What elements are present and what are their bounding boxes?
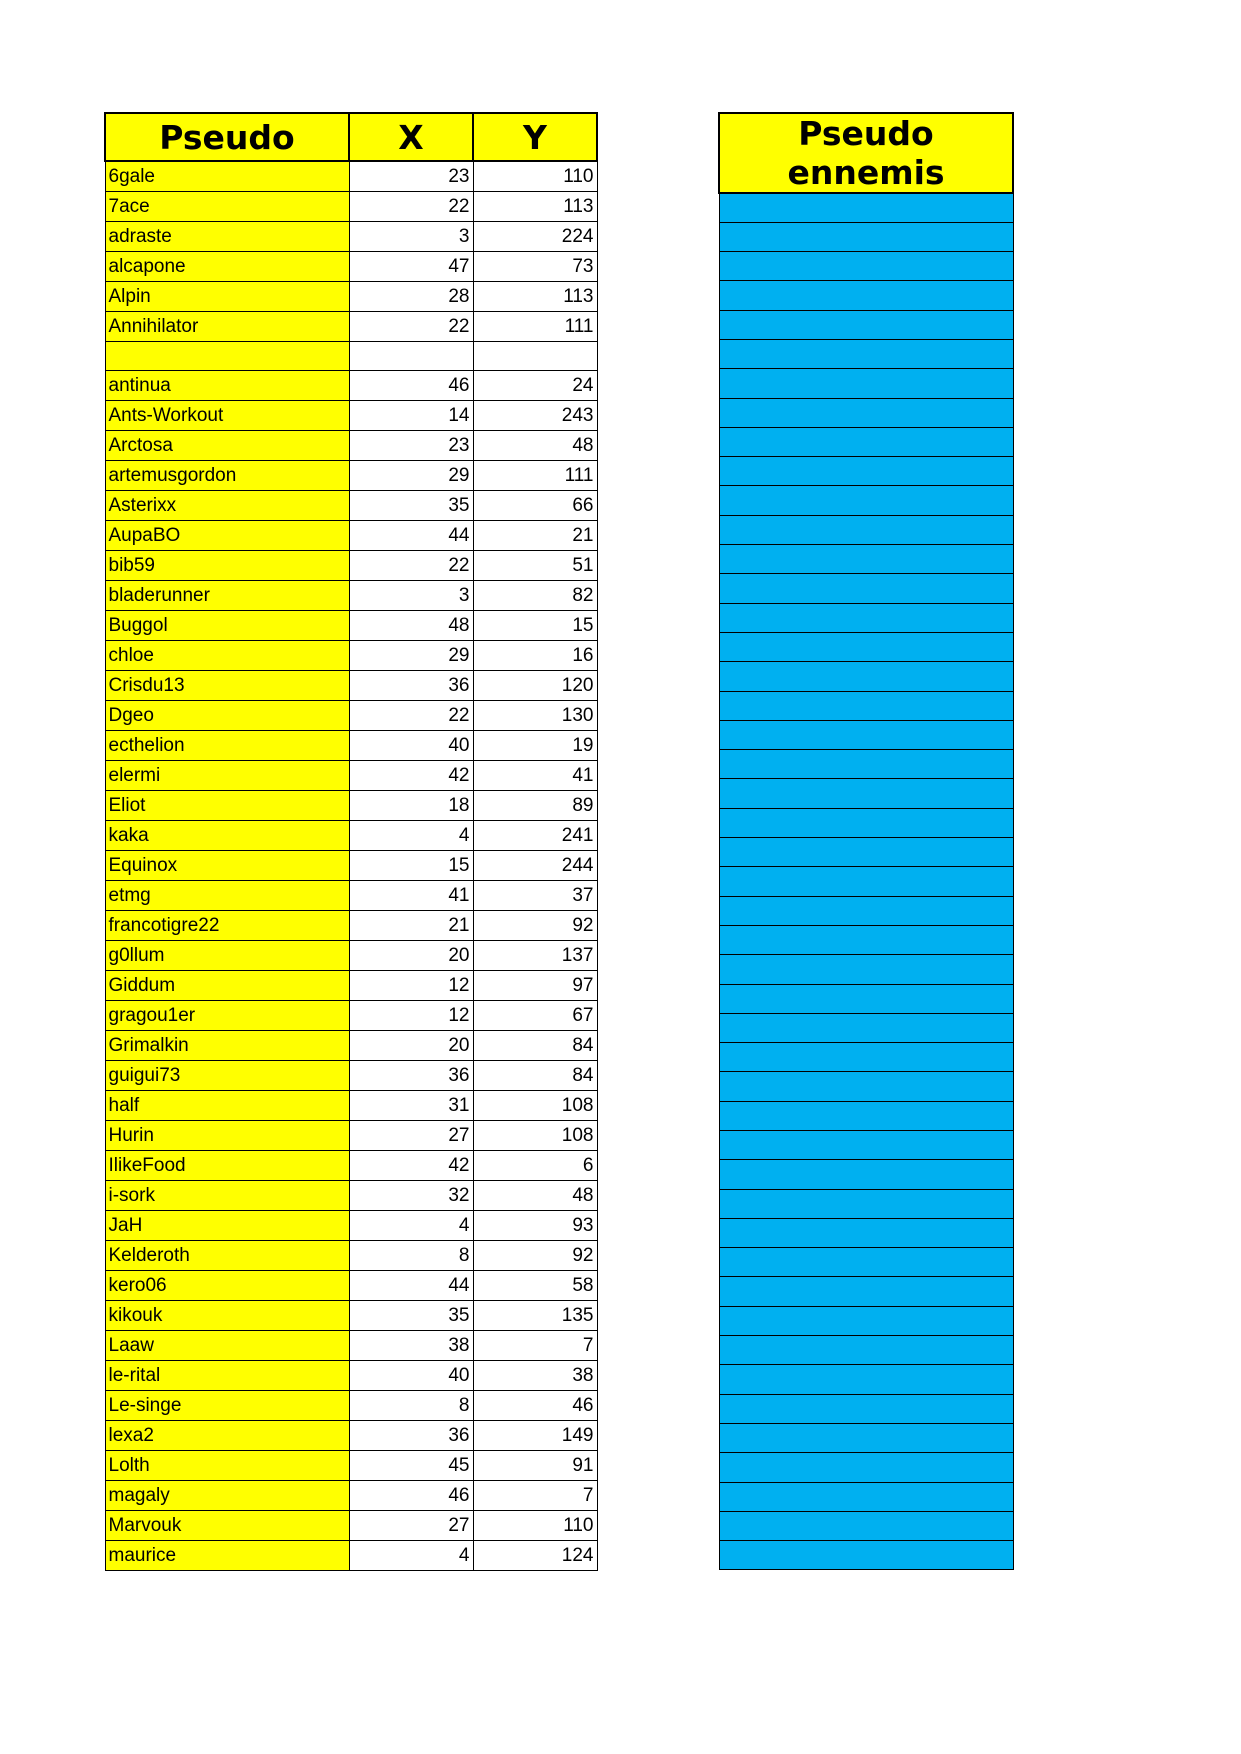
table-row [105, 1151, 597, 1181]
cell-pseudo[interactable]: Le-singe [105, 1391, 349, 1421]
cell-pseudo[interactable]: Eliot [105, 791, 349, 821]
cell-enemy-pseudo[interactable] [719, 1482, 1013, 1511]
enemy-row [719, 1453, 1013, 1482]
table-row [105, 881, 597, 911]
cell-pseudo[interactable]: Annihilator [105, 312, 349, 342]
cell-pseudo[interactable]: magaly [105, 1481, 349, 1511]
enemy-row [719, 1423, 1013, 1452]
cell-x[interactable]: 3 [349, 222, 473, 252]
cell-pseudo[interactable]: g0llum [105, 941, 349, 971]
cell-y[interactable]: 149 [473, 1421, 597, 1451]
cell-pseudo[interactable]: Ants-Workout [105, 401, 349, 431]
table-row [105, 851, 597, 881]
enemy-row [719, 1160, 1013, 1189]
enemy-row [719, 1336, 1013, 1365]
enemy-row [719, 955, 1013, 984]
cell-enemy-pseudo[interactable] [719, 1218, 1013, 1247]
enemy-row [719, 1365, 1013, 1394]
table-row [105, 911, 597, 941]
cell-y[interactable]: 130 [473, 701, 597, 731]
cell-enemy-pseudo[interactable] [719, 955, 1013, 984]
cell-y[interactable]: 21 [473, 521, 597, 551]
cell-x[interactable]: 40 [349, 731, 473, 761]
cell-x[interactable]: 23 [349, 431, 473, 461]
table-row [105, 1241, 597, 1271]
table-row [105, 252, 597, 282]
cell-pseudo[interactable]: Crisdu13 [105, 671, 349, 701]
cell-enemy-pseudo[interactable] [719, 1013, 1013, 1042]
cell-enemy-pseudo[interactable] [719, 632, 1013, 661]
table-row [105, 1511, 597, 1541]
table-row [105, 1001, 597, 1031]
cell-x[interactable]: 8 [349, 1391, 473, 1421]
cell-enemy-pseudo[interactable] [719, 925, 1013, 954]
table-row [105, 641, 597, 671]
enemy-row [719, 427, 1013, 456]
enemy-row [719, 662, 1013, 691]
cell-y[interactable]: 7 [473, 1331, 597, 1361]
enemy-row [719, 574, 1013, 603]
cell-pseudo[interactable]: 6gale [105, 161, 349, 192]
cell-enemy-pseudo[interactable] [719, 808, 1013, 837]
cell-pseudo[interactable]: Alpin [105, 282, 349, 312]
cell-x[interactable]: 40 [349, 1361, 473, 1391]
enemy-row [719, 1511, 1013, 1540]
cell-pseudo[interactable]: Equinox [105, 851, 349, 881]
cell-pseudo[interactable]: lexa2 [105, 1421, 349, 1451]
cell-enemy-pseudo[interactable] [719, 1511, 1013, 1540]
table-row [105, 521, 597, 551]
cell-y[interactable]: 89 [473, 791, 597, 821]
cell-x[interactable]: 29 [349, 641, 473, 671]
enemy-row [719, 838, 1013, 867]
cell-enemy-pseudo[interactable] [719, 720, 1013, 749]
cell-pseudo[interactable]: guigui73 [105, 1061, 349, 1091]
enemy-row [719, 632, 1013, 661]
table-row [105, 701, 597, 731]
cell-x[interactable]: 44 [349, 1271, 473, 1301]
cell-pseudo[interactable]: maurice [105, 1541, 349, 1571]
enemy-row [719, 339, 1013, 368]
cell-y[interactable]: 84 [473, 1031, 597, 1061]
cell-pseudo[interactable]: Giddum [105, 971, 349, 1001]
cell-y[interactable]: 46 [473, 1391, 597, 1421]
enemy-row [719, 1218, 1013, 1247]
cell-x[interactable]: 14 [349, 401, 473, 431]
enemy-row [719, 1101, 1013, 1130]
cell-pseudo[interactable]: AupaBO [105, 521, 349, 551]
cell-pseudo[interactable]: gragou1er [105, 1001, 349, 1031]
cell-y[interactable]: 124 [473, 1541, 597, 1571]
cell-x[interactable]: 12 [349, 971, 473, 1001]
table-row [105, 1031, 597, 1061]
enemy-row [719, 545, 1013, 574]
enemy-row [719, 1189, 1013, 1218]
table-row [105, 791, 597, 821]
cell-pseudo[interactable]: bladerunner [105, 581, 349, 611]
cell-y[interactable]: 15 [473, 611, 597, 641]
cell-x[interactable]: 4 [349, 1211, 473, 1241]
cell-pseudo[interactable]: kikouk [105, 1301, 349, 1331]
cell-x[interactable]: 36 [349, 671, 473, 701]
enemy-row [719, 925, 1013, 954]
table-row [105, 312, 597, 342]
cell-y[interactable]: 92 [473, 911, 597, 941]
table-row [105, 371, 597, 401]
cell-pseudo[interactable]: ecthelion [105, 731, 349, 761]
cell-enemy-pseudo[interactable] [719, 1043, 1013, 1072]
enemy-row [719, 1394, 1013, 1423]
cell-y[interactable]: 108 [473, 1121, 597, 1151]
cell-x[interactable]: 31 [349, 1091, 473, 1121]
cell-y[interactable]: 84 [473, 1061, 597, 1091]
cell-x[interactable]: 22 [349, 701, 473, 731]
cell-enemy-pseudo[interactable] [719, 603, 1013, 632]
cell-enemy-pseudo[interactable] [719, 750, 1013, 779]
cell-x[interactable]: 3 [349, 581, 473, 611]
table-row [105, 1361, 597, 1391]
enemy-row [719, 808, 1013, 837]
cell-enemy-pseudo[interactable] [719, 398, 1013, 427]
cell-y[interactable]: 24 [473, 371, 597, 401]
cell-enemy-pseudo[interactable] [719, 1306, 1013, 1335]
cell-y[interactable] [473, 342, 597, 371]
enemy-row [719, 252, 1013, 281]
table-row [105, 1331, 597, 1361]
enemy-row [719, 1072, 1013, 1101]
cell-y[interactable]: 135 [473, 1301, 597, 1331]
cell-y[interactable]: 244 [473, 851, 597, 881]
cell-y[interactable]: 48 [473, 1181, 597, 1211]
cell-y[interactable]: 241 [473, 821, 597, 851]
enemy-row [719, 281, 1013, 310]
enemy-row [719, 750, 1013, 779]
cell-y[interactable]: 120 [473, 671, 597, 701]
enemy-row [719, 896, 1013, 925]
table-row [105, 401, 597, 431]
cell-pseudo[interactable] [105, 342, 349, 371]
cell-pseudo[interactable]: artemusgordon [105, 461, 349, 491]
table-row [105, 1481, 597, 1511]
cell-x[interactable]: 41 [349, 881, 473, 911]
cell-pseudo[interactable]: Asterixx [105, 491, 349, 521]
cell-enemy-pseudo[interactable] [719, 896, 1013, 925]
enemy-row [719, 867, 1013, 896]
cell-y[interactable]: 16 [473, 641, 597, 671]
cell-enemy-pseudo[interactable] [719, 369, 1013, 398]
cell-y[interactable]: 67 [473, 1001, 597, 1031]
cell-y[interactable]: 48 [473, 431, 597, 461]
cell-y[interactable]: 66 [473, 491, 597, 521]
cell-x[interactable]: 35 [349, 491, 473, 521]
cell-x[interactable]: 44 [349, 521, 473, 551]
enemy-row [719, 369, 1013, 398]
table-row [105, 731, 597, 761]
cell-x[interactable]: 42 [349, 761, 473, 791]
cell-y[interactable]: 111 [473, 312, 597, 342]
enemy-row [719, 1248, 1013, 1277]
header-x[interactable]: X [349, 113, 473, 161]
cell-x[interactable]: 47 [349, 252, 473, 282]
cell-pseudo[interactable]: antinua [105, 371, 349, 401]
cell-pseudo[interactable]: JaH [105, 1211, 349, 1241]
cell-enemy-pseudo[interactable] [719, 691, 1013, 720]
enemy-row [719, 1277, 1013, 1306]
cell-y[interactable]: 113 [473, 282, 597, 312]
cell-enemy-pseudo[interactable] [719, 1189, 1013, 1218]
header-y[interactable]: Y [473, 113, 597, 161]
cell-enemy-pseudo[interactable] [719, 1101, 1013, 1130]
cell-x[interactable]: 12 [349, 1001, 473, 1031]
table-row [105, 581, 597, 611]
cell-y[interactable]: 7 [473, 1481, 597, 1511]
cell-x[interactable]: 22 [349, 312, 473, 342]
cell-y[interactable]: 58 [473, 1271, 597, 1301]
cell-pseudo[interactable]: Marvouk [105, 1511, 349, 1541]
enemy-header-row [719, 113, 1013, 193]
cell-enemy-pseudo[interactable] [719, 339, 1013, 368]
table-row [105, 971, 597, 1001]
cell-y[interactable]: 110 [473, 1511, 597, 1541]
cell-enemy-pseudo[interactable] [719, 486, 1013, 515]
cell-x[interactable]: 22 [349, 551, 473, 581]
cell-y[interactable]: 111 [473, 461, 597, 491]
table-row [105, 161, 597, 192]
enemy-row [719, 486, 1013, 515]
header-pseudo-ennemis[interactable]: Pseudo ennemis [719, 113, 1013, 193]
cell-x[interactable]: 23 [349, 161, 473, 192]
cell-enemy-pseudo[interactable] [719, 1160, 1013, 1189]
enemy-row [719, 1541, 1013, 1570]
cell-enemy-pseudo[interactable] [719, 1394, 1013, 1423]
cell-x[interactable]: 46 [349, 1481, 473, 1511]
cell-x[interactable]: 46 [349, 371, 473, 401]
cell-x[interactable]: 21 [349, 911, 473, 941]
cell-enemy-pseudo[interactable] [719, 1453, 1013, 1482]
cell-y[interactable]: 41 [473, 761, 597, 791]
table-row [105, 941, 597, 971]
table-row [105, 431, 597, 461]
cell-enemy-pseudo[interactable] [719, 310, 1013, 339]
enemy-row [719, 779, 1013, 808]
cell-x[interactable]: 36 [349, 1421, 473, 1451]
cell-y[interactable]: 243 [473, 401, 597, 431]
table-row [105, 461, 597, 491]
cell-enemy-pseudo[interactable] [719, 867, 1013, 896]
cell-x[interactable]: 18 [349, 791, 473, 821]
cell-x[interactable]: 45 [349, 1451, 473, 1481]
cell-pseudo[interactable]: Kelderoth [105, 1241, 349, 1271]
cell-y[interactable]: 137 [473, 941, 597, 971]
cell-pseudo[interactable]: half [105, 1091, 349, 1121]
cell-pseudo[interactable]: kaka [105, 821, 349, 851]
cell-pseudo[interactable]: etmg [105, 881, 349, 911]
cell-x[interactable]: 35 [349, 1301, 473, 1331]
cell-enemy-pseudo[interactable] [719, 427, 1013, 456]
cell-x[interactable]: 27 [349, 1121, 473, 1151]
enemy-row [719, 1482, 1013, 1511]
enemy-row [719, 720, 1013, 749]
cell-enemy-pseudo[interactable] [719, 1336, 1013, 1365]
cell-pseudo[interactable]: IlikeFood [105, 1151, 349, 1181]
cell-enemy-pseudo[interactable] [719, 779, 1013, 808]
cell-pseudo[interactable]: Lolth [105, 1451, 349, 1481]
cell-x[interactable]: 20 [349, 941, 473, 971]
cell-enemy-pseudo[interactable] [719, 457, 1013, 486]
table-row [105, 1091, 597, 1121]
cell-y[interactable]: 38 [473, 1361, 597, 1391]
cell-y[interactable]: 73 [473, 252, 597, 282]
table-row [105, 821, 597, 851]
enemy-row [719, 1013, 1013, 1042]
table-row [105, 282, 597, 312]
cell-x[interactable]: 22 [349, 192, 473, 222]
enemy-row [719, 984, 1013, 1013]
cell-enemy-pseudo[interactable] [719, 1248, 1013, 1277]
cell-y[interactable]: 19 [473, 731, 597, 761]
cell-x[interactable] [349, 342, 473, 371]
cell-enemy-pseudo[interactable] [719, 1072, 1013, 1101]
cell-y[interactable]: 110 [473, 161, 597, 192]
table-row [105, 1301, 597, 1331]
cell-enemy-pseudo[interactable] [719, 574, 1013, 603]
cell-y[interactable]: 224 [473, 222, 597, 252]
cell-enemy-pseudo[interactable] [719, 1277, 1013, 1306]
cell-x[interactable]: 4 [349, 821, 473, 851]
cell-x[interactable]: 48 [349, 611, 473, 641]
cell-x[interactable]: 32 [349, 1181, 473, 1211]
header-pseudo[interactable]: Pseudo [105, 113, 349, 161]
cell-y[interactable]: 92 [473, 1241, 597, 1271]
enemy-row [719, 691, 1013, 720]
cell-enemy-pseudo[interactable] [719, 252, 1013, 281]
cell-pseudo[interactable]: kero06 [105, 1271, 349, 1301]
enemy-row [719, 457, 1013, 486]
enemy-row [719, 310, 1013, 339]
table-row [105, 1391, 597, 1421]
table-row [105, 1121, 597, 1151]
cell-y[interactable]: 93 [473, 1211, 597, 1241]
cell-enemy-pseudo[interactable] [719, 1423, 1013, 1452]
cell-x[interactable]: 36 [349, 1061, 473, 1091]
cell-pseudo[interactable]: Laaw [105, 1331, 349, 1361]
cell-y[interactable]: 51 [473, 551, 597, 581]
cell-y[interactable]: 6 [473, 1151, 597, 1181]
cell-pseudo[interactable]: bib59 [105, 551, 349, 581]
cell-pseudo[interactable]: elermi [105, 761, 349, 791]
cell-enemy-pseudo[interactable] [719, 662, 1013, 691]
cell-pseudo[interactable]: Buggol [105, 611, 349, 641]
cell-x[interactable]: 20 [349, 1031, 473, 1061]
table-row [105, 222, 597, 252]
table-row [105, 1541, 597, 1571]
cell-pseudo[interactable]: chloe [105, 641, 349, 671]
cell-pseudo[interactable]: alcapone [105, 252, 349, 282]
cell-x[interactable]: 42 [349, 1151, 473, 1181]
cell-x[interactable]: 4 [349, 1541, 473, 1571]
cell-x[interactable]: 28 [349, 282, 473, 312]
table-row [105, 551, 597, 581]
table-row [105, 342, 597, 371]
cell-pseudo[interactable]: Dgeo [105, 701, 349, 731]
enemy-row [719, 193, 1013, 222]
header-row [105, 113, 597, 161]
cell-pseudo[interactable]: i-sork [105, 1181, 349, 1211]
cell-y[interactable]: 37 [473, 881, 597, 911]
cell-pseudo[interactable]: Hurin [105, 1121, 349, 1151]
cell-y[interactable]: 113 [473, 192, 597, 222]
table-row [105, 192, 597, 222]
table-row [105, 1451, 597, 1481]
cell-y[interactable]: 108 [473, 1091, 597, 1121]
enemy-row [719, 603, 1013, 632]
enemy-row [719, 1043, 1013, 1072]
enemy-row [719, 515, 1013, 544]
table-row [105, 1181, 597, 1211]
cell-y[interactable]: 82 [473, 581, 597, 611]
table-row [105, 1211, 597, 1241]
cell-pseudo[interactable]: 7ace [105, 192, 349, 222]
table-row [105, 1421, 597, 1451]
table-row [105, 671, 597, 701]
cell-pseudo[interactable]: le-rital [105, 1361, 349, 1391]
table-row [105, 761, 597, 791]
player-coordinates-table [104, 112, 598, 1571]
cell-enemy-pseudo[interactable] [719, 193, 1013, 222]
cell-y[interactable]: 91 [473, 1451, 597, 1481]
cell-x[interactable]: 27 [349, 1511, 473, 1541]
cell-x[interactable]: 38 [349, 1331, 473, 1361]
enemy-row [719, 398, 1013, 427]
cell-pseudo[interactable]: Grimalkin [105, 1031, 349, 1061]
enemy-row [719, 222, 1013, 251]
cell-enemy-pseudo[interactable] [719, 1131, 1013, 1160]
cell-enemy-pseudo[interactable] [719, 984, 1013, 1013]
cell-enemy-pseudo[interactable] [719, 838, 1013, 867]
cell-pseudo[interactable]: adraste [105, 222, 349, 252]
cell-enemy-pseudo[interactable] [719, 1541, 1013, 1570]
cell-x[interactable]: 15 [349, 851, 473, 881]
table-row [105, 491, 597, 521]
enemy-pseudo-table [718, 112, 1014, 1570]
cell-enemy-pseudo[interactable] [719, 515, 1013, 544]
enemy-row [719, 1306, 1013, 1335]
cell-y[interactable]: 97 [473, 971, 597, 1001]
cell-x[interactable]: 8 [349, 1241, 473, 1271]
table-row [105, 1271, 597, 1301]
cell-enemy-pseudo[interactable] [719, 1365, 1013, 1394]
cell-enemy-pseudo[interactable] [719, 545, 1013, 574]
cell-enemy-pseudo[interactable] [719, 281, 1013, 310]
table-row [105, 1061, 597, 1091]
cell-pseudo[interactable]: Arctosa [105, 431, 349, 461]
cell-enemy-pseudo[interactable] [719, 222, 1013, 251]
cell-pseudo[interactable]: francotigre22 [105, 911, 349, 941]
cell-x[interactable]: 29 [349, 461, 473, 491]
table-row [105, 611, 597, 641]
enemy-row [719, 1131, 1013, 1160]
